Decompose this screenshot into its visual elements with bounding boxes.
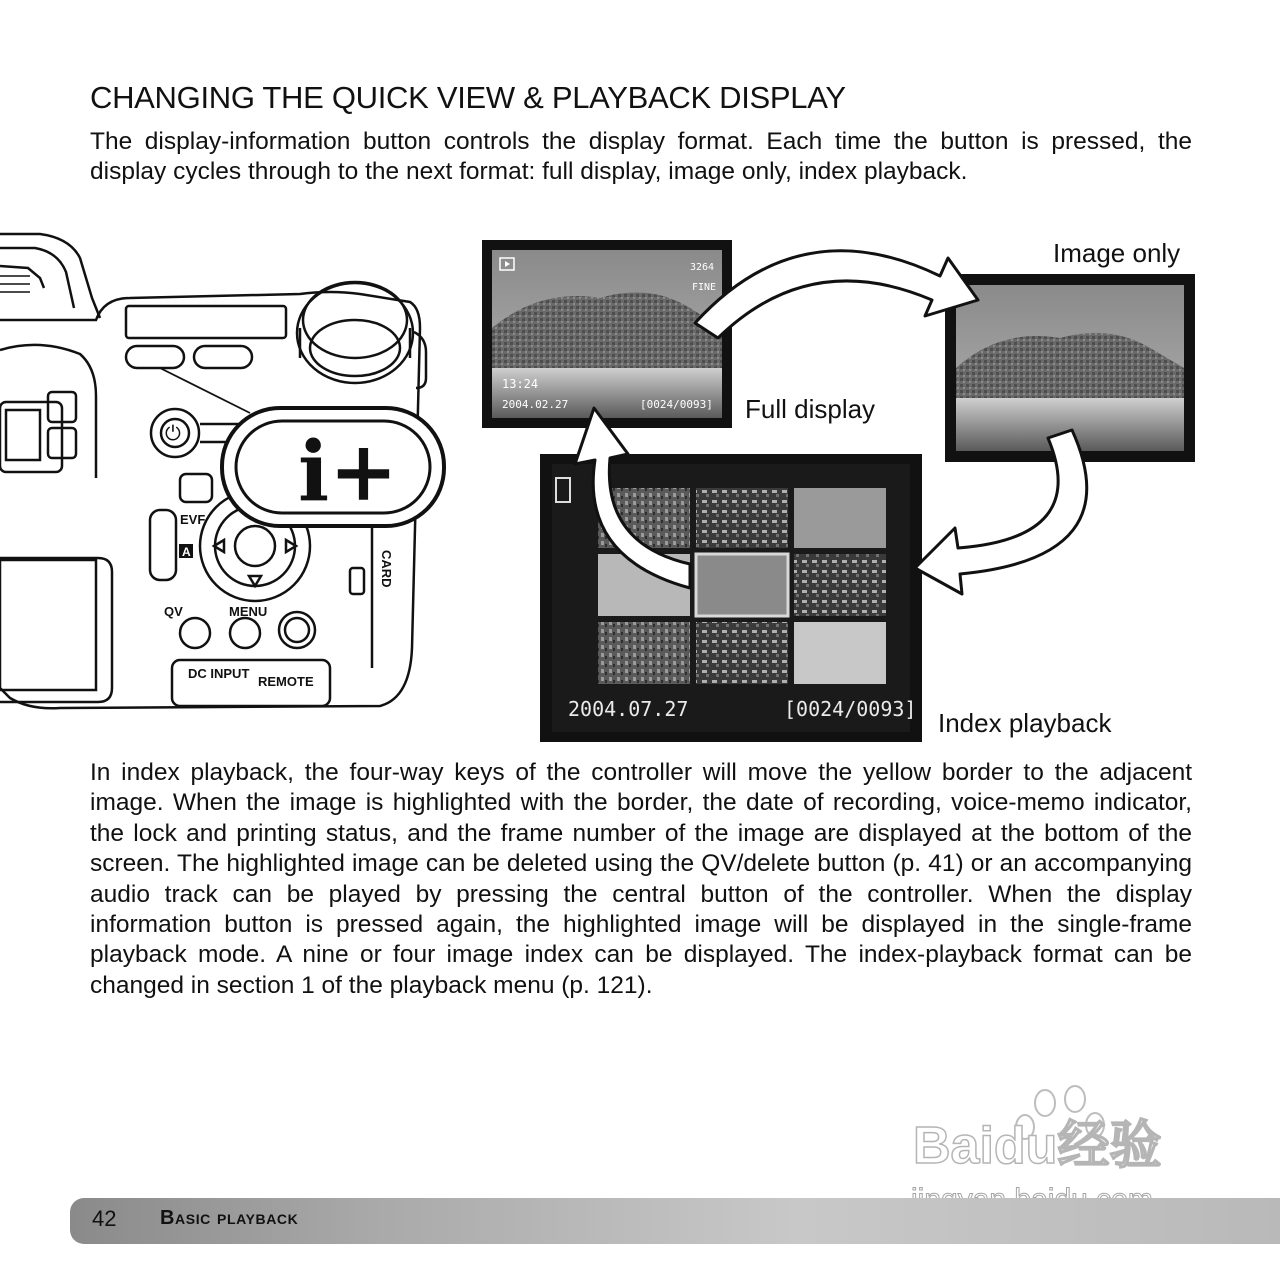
caption-index-playback: Index playback	[938, 708, 1112, 738]
power-icon: ⏻	[165, 421, 181, 445]
page-number: 42	[92, 1206, 117, 1231]
caption-full-display: Full display	[745, 394, 876, 424]
image-size-readout: 3264	[690, 262, 715, 273]
svg-text:i+: i+	[298, 424, 398, 520]
frame-readout: [0024/0093]	[640, 398, 713, 411]
info-button-callout	[222, 408, 444, 526]
caption-image-only: Image only	[1053, 238, 1181, 268]
date-readout: 2004.02.27	[502, 398, 569, 411]
menu-label: MENU	[229, 604, 268, 619]
dc-input-label: DC INPUT	[188, 666, 250, 681]
remote-label: REMOTE	[258, 674, 314, 689]
index-date-readout: 2004.07.27	[568, 697, 689, 721]
section-name: Basic playback	[160, 1207, 299, 1229]
qv-label: QV	[164, 604, 183, 619]
intro-paragraph: The display-information button controls the display format. Each time the button is pressed, the display cycles through to the next format: full display, image only, index playback.	[90, 128, 1192, 186]
quality-readout: FINE	[692, 282, 717, 293]
body-paragraph: In index playback, the four-way keys of the controller will move the yellow border to the adjacent image. When the image is highlighted with the border, the date of recording, voice-memo indicator, the lock and printing status, and the frame number of the image are displayed at the bottom of the screen. The highlighted image can be deleted using the QV/delete button (p. 41) or an accompanying audio track can be played by pressing the central button of the controller. When the display information button is pressed again, the highlighted image will be displayed in the single-frame playback mode. A nine or four image index can be displayed. The index-playback format can be changed in section 1 of the playback menu (p. 121).	[90, 759, 1192, 999]
evf-label: EVF	[180, 512, 206, 527]
time-readout: 13:24	[502, 377, 539, 391]
card-label: CARD	[379, 550, 394, 588]
auto-mode-label: A	[182, 545, 191, 559]
full-display-screen	[482, 240, 732, 428]
index-frame-readout: [0024/0093]	[784, 697, 917, 721]
display-cycle-figure	[0, 228, 1280, 758]
page-title: CHANGING THE QUICK VIEW & PLAYBACK DISPLAY	[90, 80, 846, 115]
watermark-brand: Baidu经验	[913, 1117, 1162, 1175]
